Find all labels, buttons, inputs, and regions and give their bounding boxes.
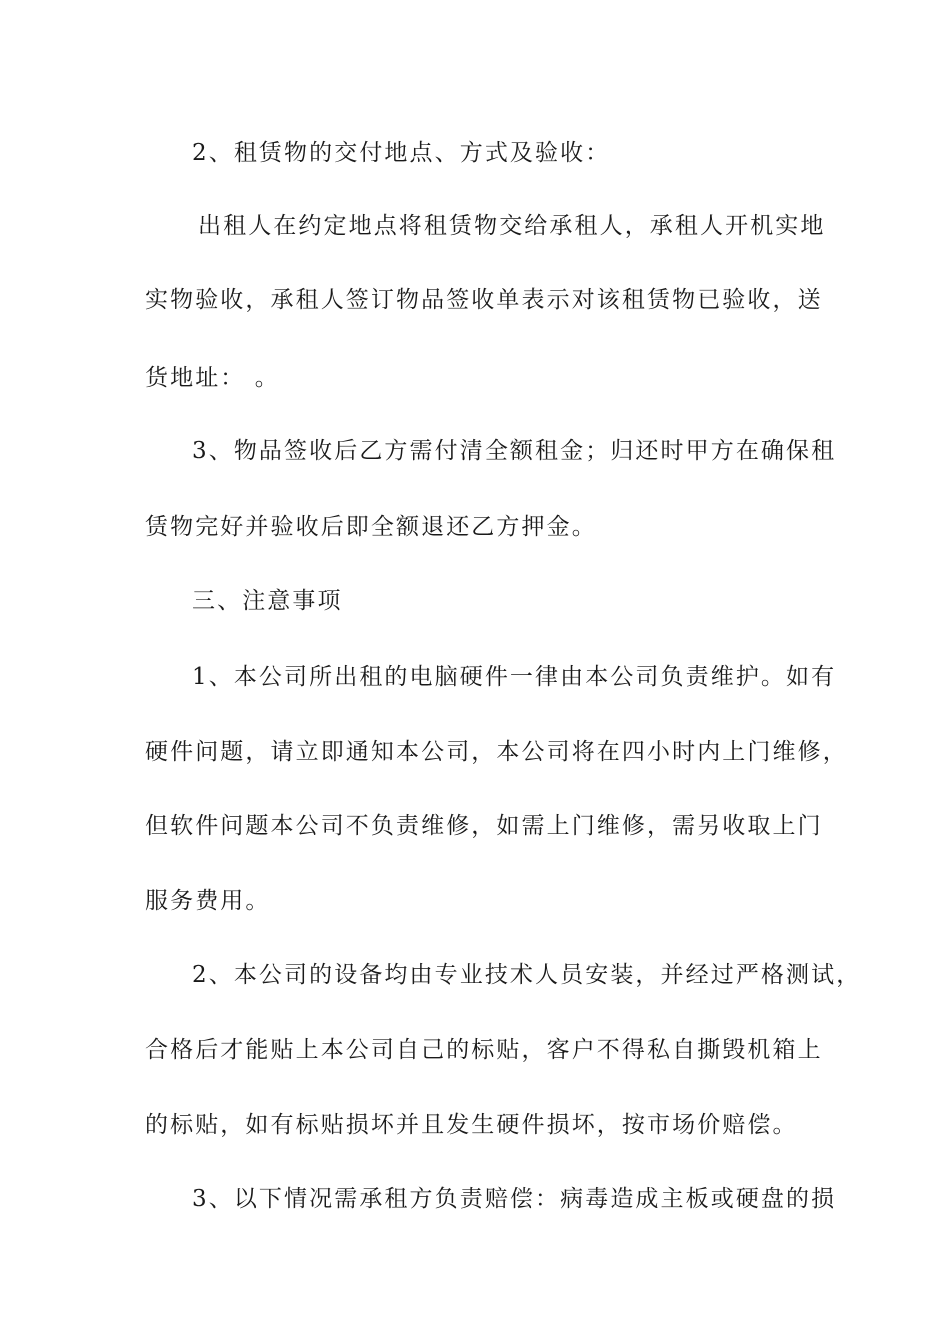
note-1-line-1: 1、本公司所出租的电脑硬件一律由本公司负责维护。如有 [192,664,837,690]
clause-2-text-line-1: 出租人在约定地点将租赁物交给承租人，承租人开机实地 [198,213,826,239]
section-3-heading: 三、注意事项 [192,588,343,614]
note-2-line-2: 合格后才能贴上本公司自己的标贴，客户不得私自撕毁机箱上 [145,1037,823,1063]
note-1-line-2: 硬件问题，请立即通知本公司，本公司将在四小时内上门维修， [145,739,848,765]
clause-2-text-line-3: 货地址： 。 [145,365,280,391]
note-2-line-1: 2、本公司的设备均由专业技术人员安装，并经过严格测试， [192,962,862,988]
note-3-line-1: 3、以下情况需承租方负责赔偿：病毒造成主板或硬盘的损 [192,1186,837,1212]
clause-2-heading: 2、租赁物的交付地点、方式及验收： [192,140,611,166]
note-1-line-3: 但软件问题本公司不负责维修，如需上门维修，需另收取上门 [145,813,823,839]
note-2-line-3: 的标贴，如有标贴损坏并且发生硬件损坏，按市场价赔偿。 [145,1112,798,1138]
clause-3-text-line-2: 赁物完好并验收后即全额退还乙方押金。 [145,514,597,540]
note-1-line-4: 服务费用。 [145,888,271,914]
clause-3-text-line-1: 3、物品签收后乙方需付清全额租金；归还时甲方在确保租 [192,438,837,464]
clause-2-text-line-2: 实物验收，承租人签订物品签收单表示对该租赁物已验收，送 [145,287,823,313]
